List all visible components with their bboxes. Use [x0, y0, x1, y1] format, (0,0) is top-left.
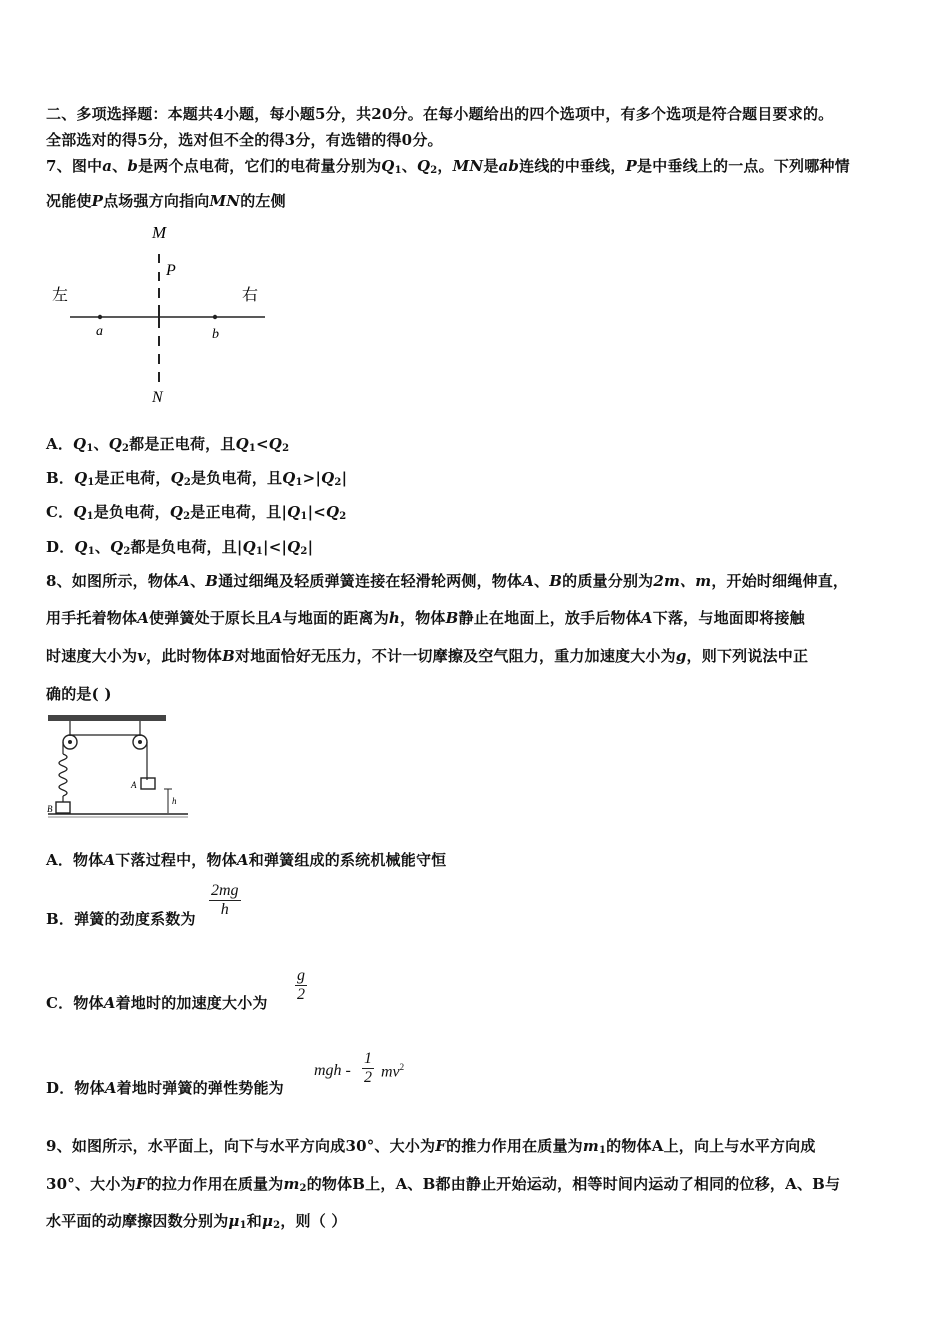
- q8-option-d-expr1: mgh -: [314, 1062, 351, 1079]
- ceiling: [48, 715, 166, 721]
- q8-option-d[interactable]: D．物体A着地时弹簧的弹性势能为: [46, 1079, 284, 1097]
- q9-stem-line3: 水平面的动摩擦因数分别为$\mu_1$和$\mu_2$，则（ ）: [46, 1212, 347, 1231]
- label-A: A: [131, 780, 137, 790]
- q8-stem-line4: 确的是( ): [46, 685, 112, 703]
- label-N: N: [152, 389, 163, 406]
- label-b: b: [212, 327, 219, 342]
- q8-option-d-expr2: $mv^2$: [381, 1062, 405, 1081]
- q9-stem-line1: 9、如图所示，水平面上，向下与水平方向成30°、大小为F的推力作用在质量为$m_1$的物体A上，向上与水平方向成: [46, 1137, 816, 1156]
- q7-option-b[interactable]: B．$Q_1$是正电荷，$Q_2$是负电荷，且$Q_1>|Q_2|$: [46, 469, 348, 488]
- label-right: 右: [242, 285, 259, 304]
- q7-figure: [40, 218, 290, 408]
- charge-a-dot: [98, 315, 102, 319]
- q7-option-c[interactable]: C．$Q_1$是负电荷，$Q_2$是正电荷，且$|Q_1|<Q_2$: [46, 503, 347, 522]
- charge-b-dot: [213, 315, 217, 319]
- label-left: 左: [52, 285, 69, 304]
- block-B: [56, 802, 70, 813]
- label-a: a: [96, 324, 103, 339]
- q8-option-d-fraction: 1 2: [364, 1050, 372, 1086]
- q8-option-b[interactable]: B．弹簧的劲度系数为: [46, 910, 196, 928]
- block-A: [141, 778, 155, 789]
- q7-stem-line1: 7、图中a、b是两个点电荷，它们的电荷量分别为$Q_1$、$Q_2$，MN是ab连线的中垂线，P是中垂线上的一点。下列哪种情: [46, 157, 850, 176]
- section-scoring: 全部选对的得5分，选对但不全的得3分，有选错的得0分。: [46, 131, 443, 149]
- q7-option-d[interactable]: D．$Q_1$、$Q_2$都是负电荷，且$|Q_1|<|Q_2|$: [46, 538, 314, 557]
- q8-stem-line2: 用手托着物体A使弹簧处于原长且A与地面的距离为h，物体B静止在地面上，放手后物体A下落，与地面即将接触: [46, 609, 805, 627]
- q7-option-a[interactable]: A．$Q_1$、$Q_2$都是正电荷，且$Q_1<Q_2$: [46, 435, 290, 454]
- q8-figure: [44, 712, 194, 822]
- q9-stem-line2: 30°、大小为F的拉力作用在质量为$m_2$的物体B上，A、B都由静止开始运动，相等时间内运动了相同的位移，A、B与: [46, 1175, 841, 1194]
- q8-option-b-fraction: 2mg h: [211, 882, 239, 918]
- label-P: P: [166, 262, 176, 279]
- section-heading: 二、多项选择题：本题共4小题，每小题5分，共20分。在每小题给出的四个选项中，有多个选项是符合题目要求的。: [46, 105, 834, 123]
- label-M: M: [152, 223, 167, 242]
- q8-option-c[interactable]: C．物体A着地时的加速度大小为: [46, 994, 268, 1012]
- label-B: B: [47, 804, 53, 814]
- q8-stem-line1: 8、如图所示，物体A、B通过细绳及轻质弹簧连接在轻滑轮两侧，物体A、B的质量分别为2m、m，开始时细绳伸直，: [46, 572, 849, 590]
- q8-option-c-fraction: g 2: [297, 967, 305, 1003]
- label-h: h: [172, 796, 177, 806]
- spring: [59, 754, 67, 796]
- q8-stem-line3: 时速度大小为v，此时物体B对地面恰好无压力，不计一切摩擦及空气阻力，重力加速度大小为g，则下列说法中正: [46, 647, 809, 665]
- q8-option-a[interactable]: A．物体A下落过程中，物体A和弹簧组成的系统机械能守恒: [46, 851, 447, 869]
- q7-stem-line2: 况能使P点场强方向指向MN的左侧: [46, 192, 286, 210]
